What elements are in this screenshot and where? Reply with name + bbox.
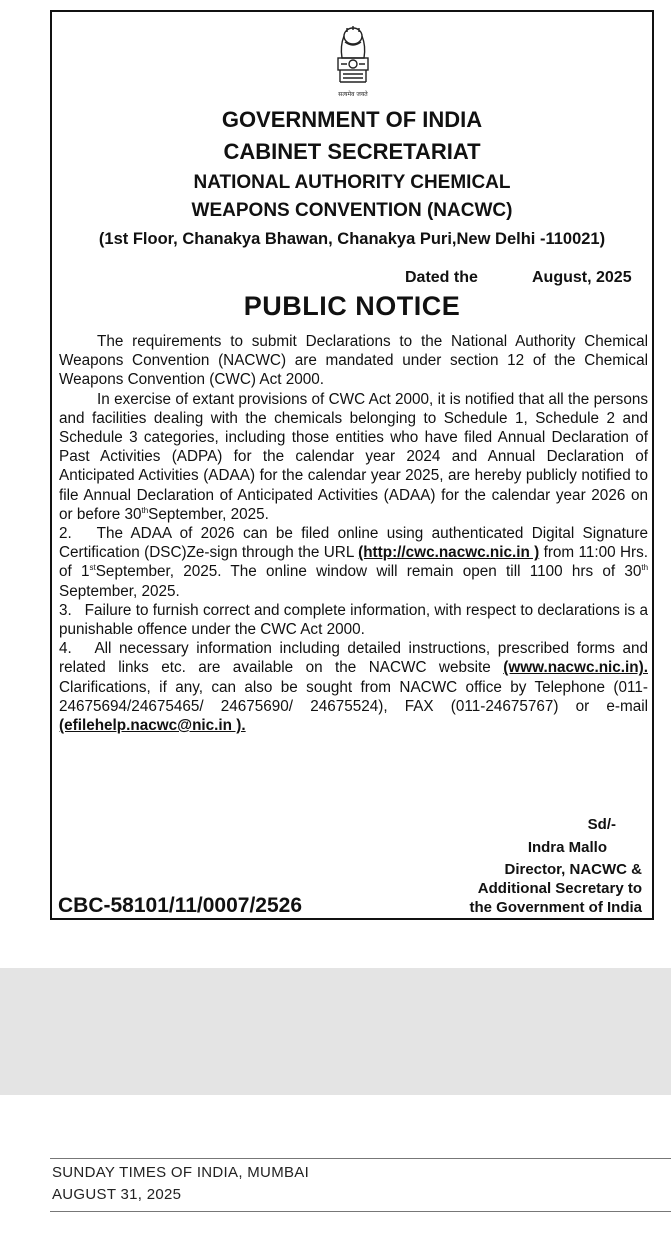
newspaper-date: AUGUST 31, 2025 — [52, 1186, 182, 1203]
notice-body — [59, 332, 648, 735]
cbc-code: CBC-58101/11/0007/2526 — [58, 894, 303, 917]
notice-title: PUBLIC NOTICE — [243, 291, 461, 321]
intro-paragraph: The requirements to submit Declarations to the National Authority Chemical Weapons Convention (NACWC) are mandated under section 12 of the Chemical Weapons Convention (CWC) Act 2000. — [59, 333, 648, 389]
heading-authority-2: WEAPONS CONVENTION (NACWC) — [191, 200, 513, 221]
signatory-name: Indra Mallo — [527, 839, 607, 856]
paragraph-4: 4. All necessary information including detailed instructions, prescribed forms and related links etc. are available on the NACWC website (www.nacwc.nic.in). Clarifications, if any, can also be sought from NACWC office by Telephone (011- 24675694/24675465/ 24675690/ 24675524), FAX (011-24675767) or e-mail (efilehelp.nacwc@nic.in ). — [59, 640, 649, 735]
email-link[interactable]: (efilehelp.nacwc@nic.in ). — [59, 717, 246, 735]
national-emblem-icon — [330, 24, 376, 102]
cwc-url-link[interactable]: (http://cwc.nacwc.nic.in ) — [358, 544, 540, 562]
signatory-designation-2: Additional Secretary to — [477, 880, 642, 897]
public-notice — [50, 10, 654, 920]
paragraph-2: 2. The ADAA of 2026 can be filed online using authenticated Digital Signature Certification (DSC)Ze-sign through the URL (http://cwc.nacwc.nic.in ) from 11:00 Hrs. of 1stSeptember, 2025. The online window will remain open till 1100 hrs of 30th September, 2025. — [59, 525, 649, 600]
signatory-designation-1: Director, NACWC & — [504, 861, 642, 878]
heading-department: CABINET SECRETARIAT — [223, 139, 481, 164]
paragraph-3: 3. Failure to furnish correct and complete information, with respect to declarations is a punishable offence under the CWC Act 2000. — [59, 601, 648, 639]
heading-authority-1: NATIONAL AUTHORITY CHEMICAL — [193, 172, 511, 193]
gray-band — [0, 968, 671, 1095]
dated-value: August, 2025 — [532, 269, 632, 286]
signatory-designation-3: the Government of India — [469, 899, 642, 916]
office-address: (1st Floor, Chanakya Bhawan, Chanakya Puri,New Delhi -110021) — [98, 230, 606, 248]
newspaper-name: SUNDAY TIMES OF INDIA, MUMBAI — [52, 1164, 310, 1181]
paragraph-1: In exercise of extant provisions of CWC Act 2000, it is notified that all the persons and facilities dealing with the chemicals belonging to Schedule 1, Schedule 2 and Schedule 3 categories, including those entities who have filed Annual Declaration of Past Activities (ADPA) for the calendar year 2024 and Annual Declaration of Anticipated Activities (ADAA) for the calendar year 2025, are hereby publicly notified to file Annual Declaration of Anticipated Activities (ADAA) for the calendar year 2026 on or before 30thSeptember, 2025. — [59, 390, 648, 523]
heading-government: GOVERNMENT OF INDIA — [221, 107, 483, 132]
divider-bottom — [50, 1211, 671, 1212]
signature-sd: Sd/- — [587, 816, 616, 833]
dated-label: Dated the — [405, 269, 478, 286]
divider-top — [50, 1158, 671, 1159]
svg-text:सत्यमेव जयते: सत्यमेव जयते — [338, 91, 368, 98]
website-link[interactable]: (www.nacwc.nic.in). — [503, 659, 648, 677]
